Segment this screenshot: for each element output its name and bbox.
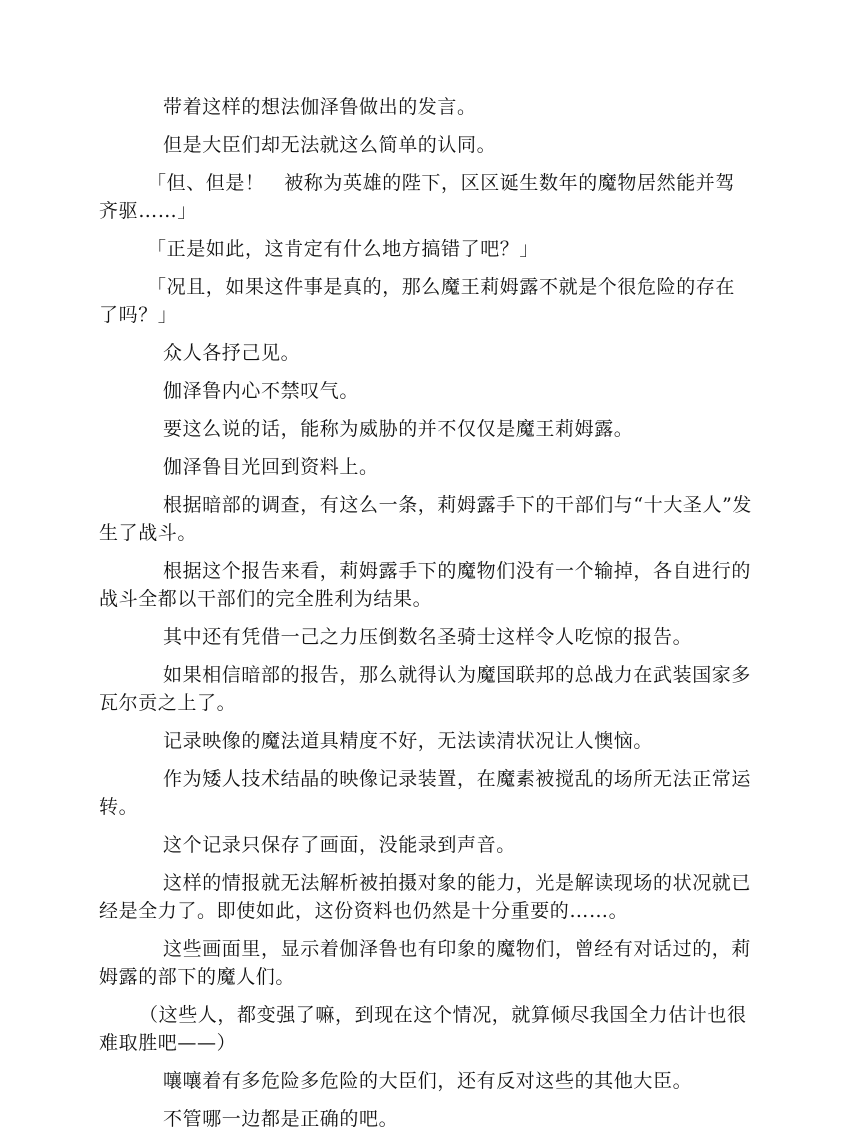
paragraph: 记录映像的魔法道具精度不好，无法读清状况让人懊恼。 <box>163 730 654 752</box>
paragraph: 这样的情报就无法解析被拍摄对象的能力，光是解读现场的状况就已经是全力了。即使如此，这份资料也仍然是十分重要的……。 <box>99 872 752 922</box>
paragraph: 作为矮人技术结晶的映像记录装置，在魔素被搅乱的场所无法正常运转。 <box>99 768 752 818</box>
paragraph: 伽泽鲁目光回到资料上。 <box>163 456 379 478</box>
paragraph: 如果相信暗部的报告，那么就得认为魔国联邦的总战力在武装国家多瓦尔贡之上了。 <box>99 664 752 714</box>
paragraph: 其中还有凭借一己之力压倒数名圣骑士这样令人吃惊的报告。 <box>163 626 693 648</box>
paragraph: 伽泽鲁内心不禁叹气。 <box>163 380 360 402</box>
dialogue-paragraph: 「但、但是！ 被称为英雄的陛下，区区诞生数年的魔物居然能并驾齐驱……」 <box>99 172 736 222</box>
paragraph: 要这么说的话，能称为威胁的并不仅仅是魔王莉姆露。 <box>163 418 634 440</box>
paragraph: 但是大臣们却无法就这么简单的认同。 <box>163 134 497 156</box>
paragraph: 根据这个报告来看，莉姆露手下的魔物们没有一个输掉，各自进行的战斗全都以干部们的完全胜利为结果。 <box>99 560 752 610</box>
dialogue-paragraph: 「正是如此，这肯定有什么地方搞错了吧？」 <box>147 238 540 260</box>
body-text <box>99 93 754 1143</box>
inner-monologue-paragraph: （这些人，都变强了嘛，到现在这个情况，就算倾尽我国全力估计也很难取胜吧——） <box>99 1004 747 1054</box>
paragraph: 根据暗部的调查，有这么一条，莉姆露手下的干部们与“十大圣人”发生了战斗。 <box>99 494 753 544</box>
paragraph: 这些画面里，显示着伽泽鲁也有印象的魔物们，曾经有对话过的，莉姆露的部下的魔人们。 <box>99 938 752 988</box>
dialogue-paragraph: 「况且，如果这件事是真的，那么魔王莉姆露不就是个很危险的存在了吗？」 <box>99 276 736 326</box>
paragraph: 这个记录只保存了画面，没能录到声音。 <box>163 834 516 856</box>
paragraph: 众人各抒己见。 <box>163 342 301 364</box>
paragraph: 嚷嚷着有多危险多危险的大臣们，还有反对这些的其他大臣。 <box>163 1070 693 1092</box>
paragraph: 不管哪一边都是正确的吧。 <box>163 1108 399 1130</box>
paragraph: 带着这样的想法伽泽鲁做出的发言。 <box>163 96 477 118</box>
